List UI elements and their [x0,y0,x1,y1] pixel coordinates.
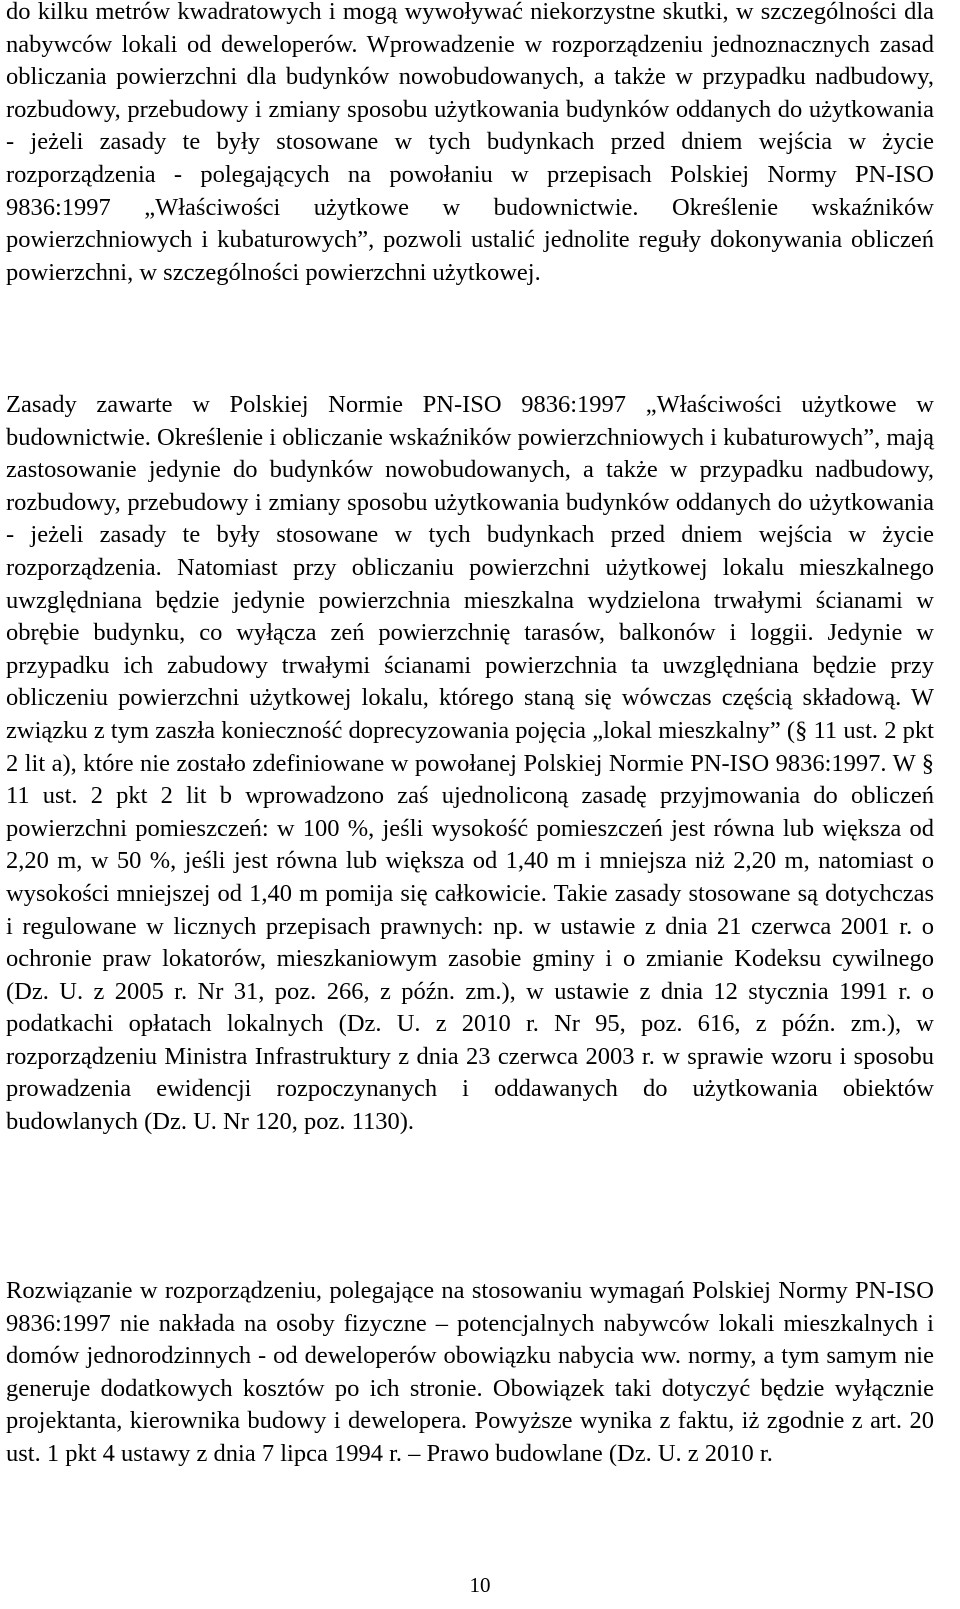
paragraph-1: do kilku metrów kwadratowych i mogą wywoływać niekorzystne skutki, w szczególności dla nabywców lokali od deweloperów. Wprowadzenie w rozporządzeniu jednoznacznych zasad obliczania powierzchni dla budynków nowobudowanych, a także w przypadku nadbudowy, rozbudowy, przebudowy i zmiany sposobu użytkowania budynków oddanych do użytkowania - jeżeli zasady te były stosowane w tych budynkach przed dniem wejścia w życie rozporządzenia - polegających na powołaniu w przepisach Polskiej Normy PN-ISO 9836:1997 „Właściwości użytkowe w budownictwie. Określenie wskaźników powierzchniowych i kubaturowych”, pozwoli ustalić jednolite reguły dokonywania obliczeń powierzchni, w szczególności powierzchni użytkowej. [6,0,934,286]
paragraph-2: Zasady zawarte w Polskiej Normie PN-ISO 9836:1997 „Właściwości użytkowe w budownictwie. Określenie i obliczanie wskaźników powierzchniowych i kubaturowych”, mają zastosowanie jedynie do budynków nowobudowanych, a także w przypadku nadbudowy, rozbudowy, przebudowy i zmiany sposobu użytkowania budynków oddanych do użytkowania - jeżeli zasady te były stosowane w tych budynkach przed dniem wejścia w życie rozporządzenia. Natomiast przy obliczaniu powierzchni użytkowej lokalu mieszkalnego uwzględniana będzie jedynie powierzchnia mieszkalna wydzielona trwałymi ścianami w obrębie budynku, co wyłącza zeń powierzchnię tarasów, balkonów i loggii. Jedynie w przypadku ich zabudowy trwałymi ścianami powierzchnia ta uwzględniana będzie przy obliczeniu powierzchni użytkowej lokalu, którego staną się wówczas częścią składową. W związku z tym zaszła konieczność doprecyzowania pojęcia „lokal mieszkalny” (§ 11 ust. 2 pkt 2 lit a), które nie zostało zdefiniowane w powołanej Polskiej Normie PN-ISO 9836:1997. W § 11 ust. 2 pkt 2 lit b wprowadzono zaś ujednoliconą zasadę przyjmowania do obliczeń powierzchni pomieszczeń: w 100 %, jeśli wysokość pomieszczeń jest równa lub większa od 2,20 m, w 50 %, jeśli jest równa lub większa od 1,40 m i mniejsza niż 2,20 m, natomiast o wysokości mniejszej od 1,40 m pomija się całkowicie. Takie zasady stosowane są dotychczas i regulowane w licznych przepisach prawnych: np. w ustawie z dnia 21 czerwca 2001 r. o ochronie praw lokatorów, mieszkaniowym zasobie gminy i o zmianie Kodeksu cywilnego (Dz. U. z 2005 r. Nr 31, poz. 266, z późn. zm.), w ustawie z dnia 12 stycznia 1991 r. o podatkachi opłatach lokalnych (Dz. U. z 2010 r. Nr 95, poz. 616, z późn. zm.), w rozporządzeniu Ministra Infrastruktury z dnia 23 czerwca 2003 r. w sprawie wzoru i sposobu prowadzenia ewidencji rozpoczynanych i oddawanych do użytkowania obiektów budowlanych (Dz. U. Nr 120, poz. 1130). [6,391,934,1136]
page-number: 10 [469,1573,491,1597]
paragraph-3: Rozwiązanie w rozporządzeniu, polegające na stosowaniu wymagań Polskiej Normy PN-ISO 9836:1997 nie nakłada na osoby fizyczne – potencjalnych nabywców lokali mieszkalnych i domów jednorodzinnych - od deweloperów obowiązku nabycia ww. normy, a tym samym nie generuje dodatkowych kosztów po ich stronie. Obowiązek taki dotyczyć będzie wyłącznie projektanta, kierownika budowy i dewelopera. Powyższe wynika z faktu, iż zgodnie z art. 20 ust. 1 pkt 4 ustawy z dnia 7 lipca 1994 r. – Prawo budowlane (Dz. U. z 2010 r. [6,1277,934,1467]
